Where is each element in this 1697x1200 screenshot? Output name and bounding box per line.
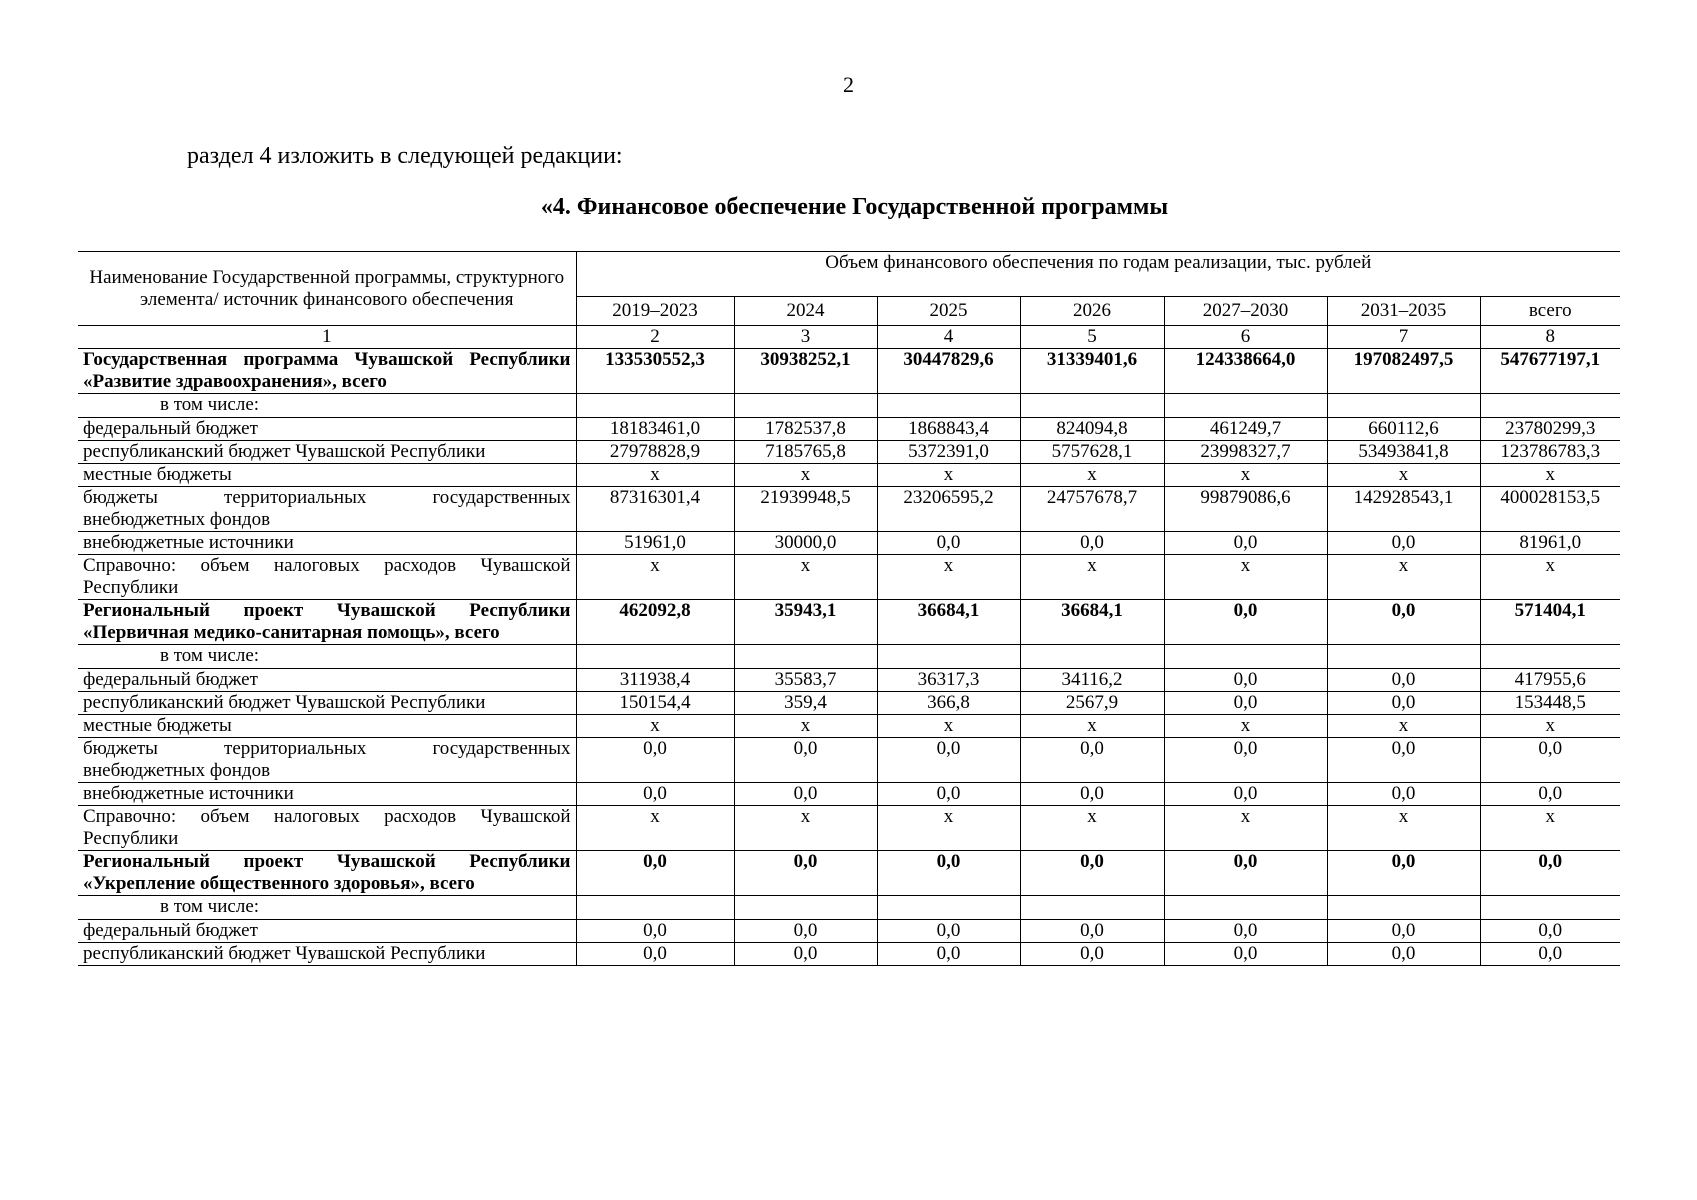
table-body	[78, 349, 1620, 966]
value-cell: 53493841,8	[1327, 441, 1480, 464]
value-cell: 18183461,0	[576, 418, 734, 441]
value-cell: х	[734, 555, 877, 600]
row-label: Справочно: объем налоговых расходов Чувашской Республики	[78, 806, 576, 851]
header-name-cell: Наименование Государственной программы, структурного элемента/ источник финансового обеспечения	[78, 252, 576, 326]
value-cell: 0,0	[1164, 669, 1327, 692]
value-cell: 36684,1	[1020, 600, 1164, 645]
value-cell: 0,0	[1020, 943, 1164, 966]
value-cell: 81961,0	[1480, 532, 1620, 555]
value-cell: 30938252,1	[734, 349, 877, 394]
value-cell: 197082497,5	[1327, 349, 1480, 394]
value-cell: х	[1020, 806, 1164, 851]
value-cell: 0,0	[877, 920, 1020, 943]
value-cell: х	[877, 464, 1020, 487]
value-cell	[1480, 645, 1620, 669]
value-cell: 150154,4	[576, 692, 734, 715]
header-year-total: всего	[1480, 297, 1620, 326]
column-number: 7	[1327, 326, 1480, 349]
table-row	[78, 464, 1620, 487]
table-row	[78, 783, 1620, 806]
header-volume-cell: Объем финансового обеспечения по годам реализации, тыс. рублей	[576, 252, 1620, 297]
header-year: 2025	[877, 297, 1020, 326]
value-cell: 0,0	[1327, 532, 1480, 555]
value-cell: х	[877, 715, 1020, 738]
row-label: республиканский бюджет Чувашской Республики	[78, 943, 576, 966]
value-cell	[877, 394, 1020, 418]
column-number: 4	[877, 326, 1020, 349]
value-cell: 0,0	[1020, 851, 1164, 896]
value-cell: 0,0	[734, 851, 877, 896]
row-label: в том числе:	[78, 394, 576, 418]
value-cell: 400028153,5	[1480, 487, 1620, 532]
value-cell: 0,0	[576, 738, 734, 783]
value-cell: 0,0	[1480, 738, 1620, 783]
header-year: 2024	[734, 297, 877, 326]
value-cell: 461249,7	[1164, 418, 1327, 441]
row-label: Государственная программа Чувашской Республики «Развитие здравоохранения», всего	[78, 349, 576, 394]
value-cell	[877, 896, 1020, 920]
value-cell: 0,0	[1164, 851, 1327, 896]
table-row	[78, 692, 1620, 715]
row-label: бюджеты территориальных государственных внебюджетных фондов	[78, 738, 576, 783]
table-row	[78, 669, 1620, 692]
value-cell	[1327, 645, 1480, 669]
value-cell: 7185765,8	[734, 441, 877, 464]
value-cell	[576, 645, 734, 669]
value-cell: 51961,0	[576, 532, 734, 555]
value-cell: 0,0	[1020, 920, 1164, 943]
header-year: 2031–2035	[1327, 297, 1480, 326]
value-cell	[1480, 896, 1620, 920]
value-cell: 359,4	[734, 692, 877, 715]
value-cell: 0,0	[1164, 532, 1327, 555]
value-cell: х	[734, 806, 877, 851]
value-cell: 142928543,1	[1327, 487, 1480, 532]
value-cell: 30000,0	[734, 532, 877, 555]
value-cell: 571404,1	[1480, 600, 1620, 645]
value-cell	[576, 394, 734, 418]
value-cell: 0,0	[1164, 738, 1327, 783]
value-cell: х	[1164, 715, 1327, 738]
value-cell: 0,0	[1164, 943, 1327, 966]
row-label: федеральный бюджет	[78, 669, 576, 692]
value-cell	[1020, 645, 1164, 669]
row-label: внебюджетные источники	[78, 783, 576, 806]
value-cell: 0,0	[1020, 738, 1164, 783]
column-number: 2	[576, 326, 734, 349]
value-cell: 0,0	[576, 920, 734, 943]
value-cell: х	[1327, 715, 1480, 738]
row-label: в том числе:	[78, 896, 576, 920]
value-cell: 0,0	[1020, 783, 1164, 806]
value-cell: х	[1164, 555, 1327, 600]
value-cell: 311938,4	[576, 669, 734, 692]
section-title	[0, 194, 1697, 221]
value-cell: 0,0	[734, 920, 877, 943]
value-cell: 0,0	[1164, 600, 1327, 645]
value-cell: 0,0	[734, 783, 877, 806]
value-cell: 0,0	[1327, 738, 1480, 783]
value-cell: 660112,6	[1327, 418, 1480, 441]
value-cell: х	[1020, 464, 1164, 487]
value-cell: х	[576, 464, 734, 487]
value-cell: х	[734, 715, 877, 738]
value-cell: 824094,8	[1020, 418, 1164, 441]
value-cell: 0,0	[1164, 692, 1327, 715]
value-cell: 99879086,6	[1164, 487, 1327, 532]
column-number: 1	[78, 326, 576, 349]
value-cell: х	[1480, 715, 1620, 738]
value-cell: 35583,7	[734, 669, 877, 692]
value-cell: 5372391,0	[877, 441, 1020, 464]
value-cell: 124338664,0	[1164, 349, 1327, 394]
value-cell	[1327, 896, 1480, 920]
value-cell: х	[576, 555, 734, 600]
value-cell: 87316301,4	[576, 487, 734, 532]
value-cell: х	[1480, 806, 1620, 851]
row-label: федеральный бюджет	[78, 418, 576, 441]
value-cell: 366,8	[877, 692, 1020, 715]
value-cell: 0,0	[734, 738, 877, 783]
value-cell: 0,0	[1480, 943, 1620, 966]
value-cell: х	[1020, 555, 1164, 600]
row-label: бюджеты территориальных государственных внебюджетных фондов	[78, 487, 576, 532]
value-cell	[734, 394, 877, 418]
financing-table	[78, 251, 1620, 966]
value-cell	[877, 645, 1020, 669]
header-year: 2019–2023	[576, 297, 734, 326]
value-cell: 34116,2	[1020, 669, 1164, 692]
header-year: 2027–2030	[1164, 297, 1327, 326]
row-label: республиканский бюджет Чувашской Республики	[78, 692, 576, 715]
row-label: местные бюджеты	[78, 464, 576, 487]
value-cell: 30447829,6	[877, 349, 1020, 394]
value-cell: 0,0	[877, 851, 1020, 896]
value-cell: 0,0	[877, 943, 1020, 966]
value-cell: 24757678,7	[1020, 487, 1164, 532]
value-cell: 0,0	[576, 943, 734, 966]
value-cell: х	[734, 464, 877, 487]
column-number: 6	[1164, 326, 1327, 349]
table-row	[78, 487, 1620, 532]
value-cell	[1020, 896, 1164, 920]
row-label: Справочно: объем налоговых расходов Чувашской Республики	[78, 555, 576, 600]
row-label: федеральный бюджет	[78, 920, 576, 943]
value-cell: 2567,9	[1020, 692, 1164, 715]
value-cell: х	[1020, 715, 1164, 738]
value-cell: 0,0	[1164, 920, 1327, 943]
row-label: местные бюджеты	[78, 715, 576, 738]
value-cell	[734, 896, 877, 920]
value-cell: х	[576, 715, 734, 738]
intro-text: раздел 4 изложить в следующей редакции:	[187, 143, 623, 169]
value-cell: х	[1327, 464, 1480, 487]
value-cell: 0,0	[1327, 920, 1480, 943]
table-row	[78, 645, 1620, 669]
value-cell	[1164, 394, 1327, 418]
value-cell: 23206595,2	[877, 487, 1020, 532]
value-cell: 0,0	[1480, 783, 1620, 806]
header-year: 2026	[1020, 297, 1164, 326]
value-cell: 547677197,1	[1480, 349, 1620, 394]
value-cell: 133530552,3	[576, 349, 734, 394]
table-row	[78, 715, 1620, 738]
value-cell: 0,0	[1480, 920, 1620, 943]
value-cell: 0,0	[734, 943, 877, 966]
table-row	[78, 418, 1620, 441]
value-cell: 0,0	[1327, 943, 1480, 966]
value-cell: 23780299,3	[1480, 418, 1620, 441]
value-cell: 23998327,7	[1164, 441, 1327, 464]
value-cell: 417955,6	[1480, 669, 1620, 692]
table-row	[78, 600, 1620, 645]
value-cell	[576, 896, 734, 920]
value-cell	[1164, 896, 1327, 920]
value-cell: 31339401,6	[1020, 349, 1164, 394]
value-cell: 0,0	[1164, 783, 1327, 806]
table-row	[78, 349, 1620, 394]
row-label: в том числе:	[78, 645, 576, 669]
table-row	[78, 555, 1620, 600]
value-cell: 0,0	[877, 783, 1020, 806]
value-cell: 21939948,5	[734, 487, 877, 532]
value-cell: 0,0	[877, 738, 1020, 783]
value-cell: 0,0	[1020, 532, 1164, 555]
value-cell: 1782537,8	[734, 418, 877, 441]
value-cell: х	[1480, 555, 1620, 600]
value-cell	[1164, 645, 1327, 669]
page-number: 2	[843, 72, 854, 97]
value-cell: 35943,1	[734, 600, 877, 645]
value-cell: 0,0	[1327, 692, 1480, 715]
value-cell: 0,0	[1327, 783, 1480, 806]
value-cell: 36317,3	[877, 669, 1020, 692]
value-cell: 36684,1	[877, 600, 1020, 645]
table-row	[78, 532, 1620, 555]
row-label: внебюджетные источники	[78, 532, 576, 555]
value-cell: х	[1327, 555, 1480, 600]
column-number: 5	[1020, 326, 1164, 349]
row-label: Региональный проект Чувашской Республики «Первичная медико-санитарная помощь», всего	[78, 600, 576, 645]
value-cell: 0,0	[576, 783, 734, 806]
value-cell	[1020, 394, 1164, 418]
table-row	[78, 806, 1620, 851]
value-cell: х	[1164, 806, 1327, 851]
table-row	[78, 851, 1620, 896]
value-cell: 0,0	[877, 532, 1020, 555]
table-row	[78, 738, 1620, 783]
table-row	[78, 896, 1620, 920]
value-cell: х	[877, 806, 1020, 851]
table-row	[78, 943, 1620, 966]
value-cell: 123786783,3	[1480, 441, 1620, 464]
section-title-text: «4. Финансовое обеспечение Государственной программы	[540, 194, 1169, 220]
value-cell: 27978828,9	[576, 441, 734, 464]
row-label: республиканский бюджет Чувашской Республики	[78, 441, 576, 464]
value-cell: х	[877, 555, 1020, 600]
value-cell: 0,0	[1480, 851, 1620, 896]
value-cell: 5757628,1	[1020, 441, 1164, 464]
value-cell: 1868843,4	[877, 418, 1020, 441]
value-cell: х	[1164, 464, 1327, 487]
column-number: 3	[734, 326, 877, 349]
value-cell: х	[1480, 464, 1620, 487]
value-cell: 0,0	[1327, 851, 1480, 896]
row-label: Региональный проект Чувашской Республики «Укрепление общественного здоровья», всего	[78, 851, 576, 896]
value-cell: 462092,8	[576, 600, 734, 645]
value-cell: 0,0	[1327, 600, 1480, 645]
column-number: 8	[1480, 326, 1620, 349]
value-cell: х	[576, 806, 734, 851]
table-row	[78, 920, 1620, 943]
value-cell: 153448,5	[1480, 692, 1620, 715]
value-cell	[734, 645, 877, 669]
value-cell	[1480, 394, 1620, 418]
value-cell	[1327, 394, 1480, 418]
value-cell: 0,0	[576, 851, 734, 896]
table-row	[78, 441, 1620, 464]
value-cell: 0,0	[1327, 669, 1480, 692]
table-row	[78, 394, 1620, 418]
value-cell: х	[1327, 806, 1480, 851]
